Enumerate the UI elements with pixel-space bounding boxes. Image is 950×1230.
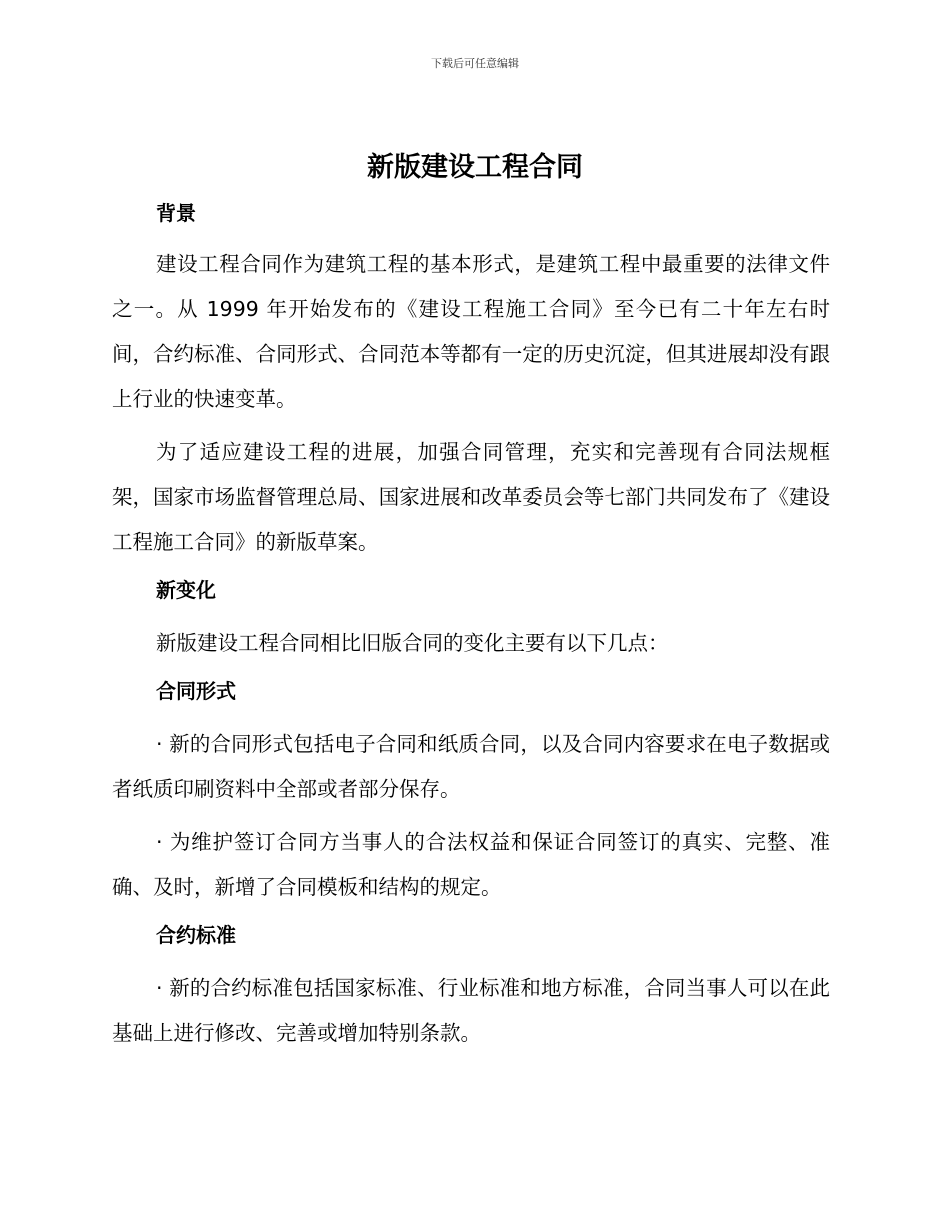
document-body: [112, 196, 830, 1056]
background-paragraph-1: 建设工程合同作为建筑工程的基本形式，是建筑工程中最重要的法律文件之一。从 1999 年开始发布的《建设工程施工合同》至今已有二十年左右时间，合约标准、合同形式、合同范本等都有一定的历史沉淀，但其进展却没有跟上行业的快速变革。: [112, 252, 830, 411]
header-note: 下载后可任意编辑: [431, 57, 519, 70]
background-paragraph-2: 为了适应建设工程的进展，加强合同管理，充实和完善现有合同法规框架，国家市场监督管理总局、国家进展和改革委员会等七部门共同发布了《建设工程施工合同》的新版草案。: [112, 440, 830, 554]
section-heading-contract-standard: 合约标准: [156, 923, 236, 947]
changes-intro: 新版建设工程合同相比旧版合同的变化主要有以下几点：: [156, 631, 669, 655]
section-heading-contract-form: 合同形式: [156, 679, 236, 703]
document-title: 新版建设工程合同: [367, 152, 583, 183]
contract-form-bullet-2: · 为维护签订合同方当事人的合法权益和保证合同签订的真实、完整、准确、及时，新增了合同模板和结构的规定。: [112, 830, 830, 899]
contract-form-bullet-1: · 新的合同形式包括电子合同和纸质合同，以及合同内容要求在电子数据或者纸质印刷资料中全部或者部分保存。: [112, 732, 830, 801]
contract-standard-bullet-1: · 新的合约标准包括国家标准、行业标准和地方标准，合同当事人可以在此基础上进行修改、完善或增加特别条款。: [112, 976, 830, 1045]
section-heading-background: 背景: [156, 201, 196, 225]
section-heading-changes: 新变化: [156, 578, 216, 602]
